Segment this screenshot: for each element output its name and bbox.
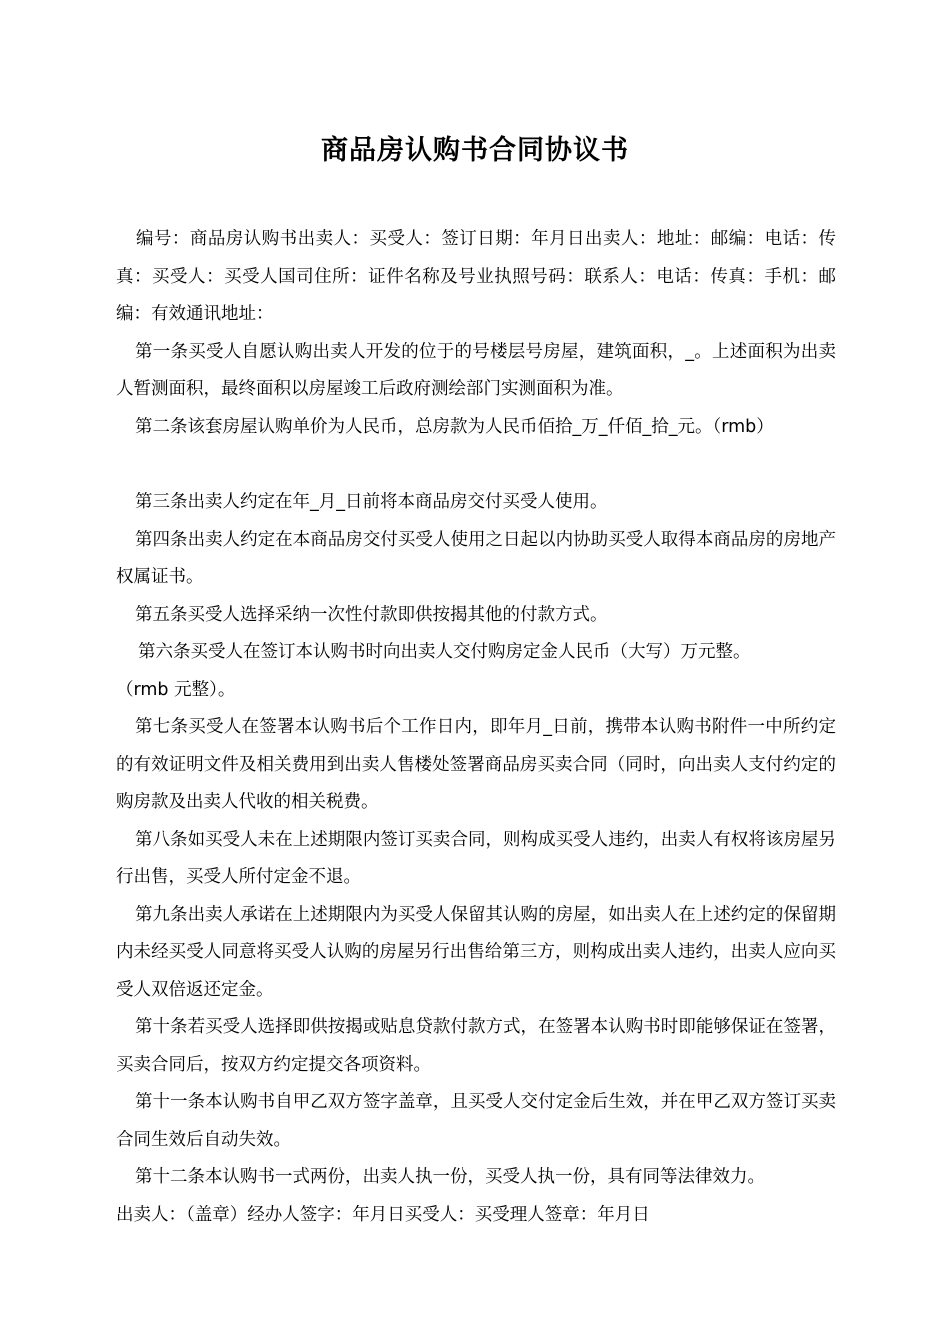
paragraph-article-5: 第五条买受人选择采纳一次性付款即供按揭其他的付款方式。 (135, 604, 608, 625)
paragraph-header-info: 编号：商品房认购书出卖人：买受人：签订日期：年月日出卖人：地址：邮编：电话：传真：买受人：买受人国司住所：证件名称及号业执照号码：联系人：电话：传真：手机：邮编：有效通讯地址： (116, 229, 836, 324)
paragraph-article-8: 第八条如买受人未在上述期限内签订买卖合同，则构成买受人违约，出卖人有权将该房屋另行出售，买受人所付定金不退。 (116, 829, 836, 887)
paragraph-article-7: 第七条买受人在签署本认购书后个工作日内，即年月_日前，携带本认购书附件一中所约定的有效证明文件及相关费用到出卖人售楼处签署商品房买卖合同（同时，向出卖人支付约定的购房款及出卖人代收的相关税费。 (116, 717, 836, 812)
paragraph-article-10: 第十条若买受人选择即供按揭或贴息贷款付款方式，在签署本认购书时即能够保证在签署，买卖合同后，按双方约定提交各项资料。 (116, 1017, 836, 1075)
paragraph-article-11: 第十一条本认购书自甲乙双方签字盖章，且买受人交付定金后生效，并在甲乙双方签订买卖合同生效后自动失效。 (116, 1092, 836, 1150)
paragraph-article-6-amount: （rmb 元整）。 (116, 679, 236, 700)
paragraph-article-4: 第四条出卖人约定在本商品房交付买受人使用之日起以内协助买受人取得本商品房的房地产权属证书。 (116, 529, 836, 587)
paragraph-article-2: 第二条该套房屋认购单价为人民币，总房款为人民币佰拾_万_仟佰_拾_元。（rmb） (135, 416, 774, 437)
paragraph-article-9: 第九条出卖人承诺在上述期限内为买受人保留其认购的房屋，如出卖人在上述约定的保留期内未经买受人同意将买受人认购的房屋另行出售给第三方，则构成出卖人违约，出卖人应向买受人双倍返还定金。 (116, 904, 836, 1000)
document-body (116, 221, 836, 1234)
signature-line: 出卖人：（盖章）经办人签字：年月日买受人：买受理人签章：年月日 (116, 1204, 650, 1225)
document-title: 商品房认购书合同协议书 (321, 135, 629, 166)
paragraph-article-6: 第六条买受人在签订本认购书时向出卖人交付购房定金人民币（大写）万元整。 (138, 642, 751, 662)
paragraph-article-1: 第一条买受人自愿认购出卖人开发的位于的号楼层号房屋，建筑面积，_。上述面积为出卖人暂测面积，最终面积以房屋竣工后政府测绘部门实测面积为准。 (116, 341, 836, 399)
paragraph-spacer (116, 446, 836, 484)
paragraph-article-3: 第三条出卖人约定在年_月_日前将本商品房交付买受人使用。 (135, 492, 608, 512)
paragraph-article-12: 第十二条本认购书一式两份，出卖人执一份，买受人执一份，具有同等法律效力。 (135, 1167, 765, 1187)
